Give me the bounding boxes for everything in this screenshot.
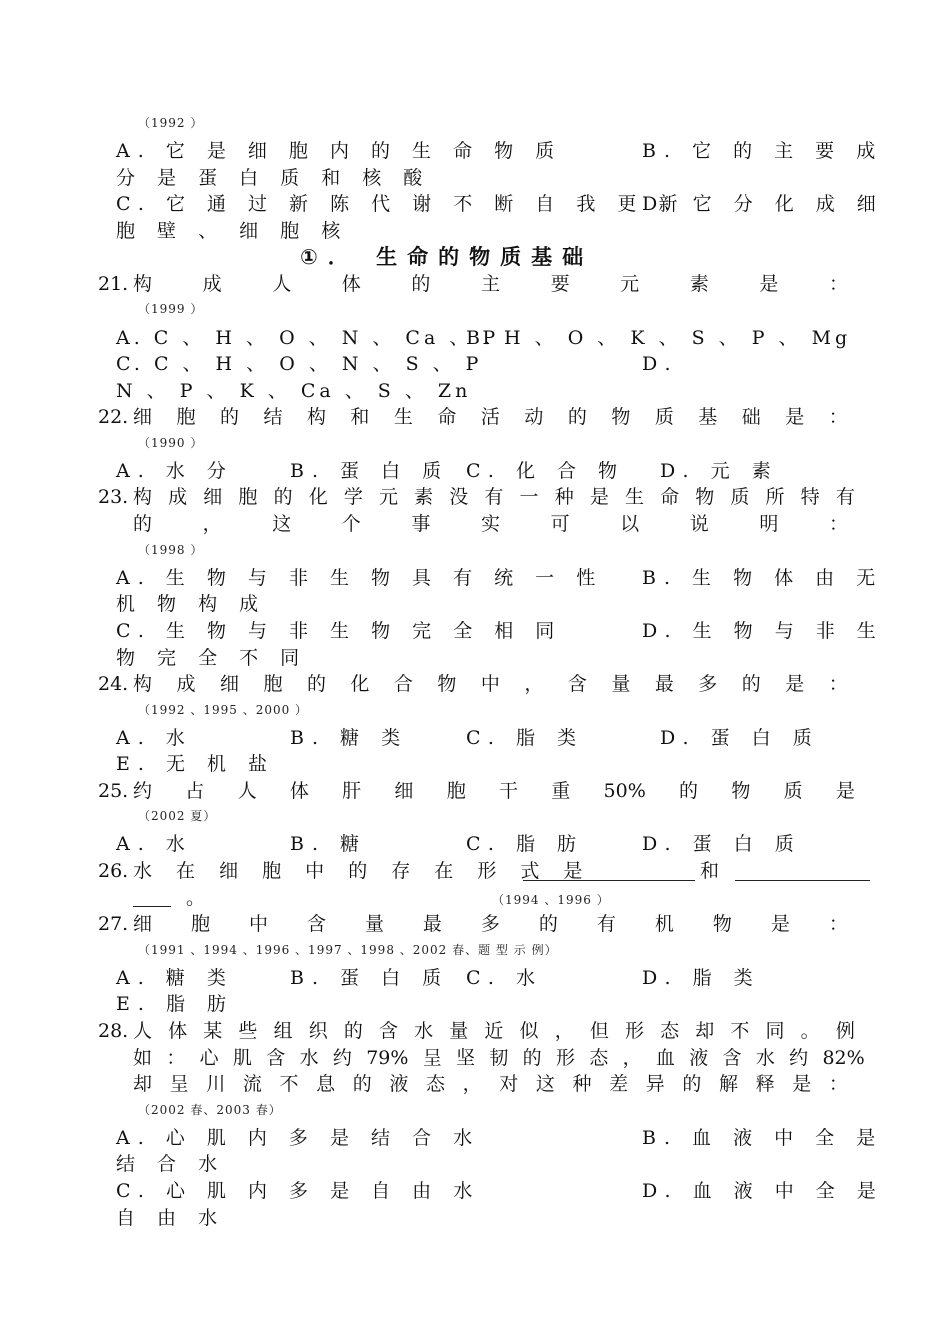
- stem-char: ，: [202, 513, 222, 535]
- stem-char: ：: [828, 513, 848, 535]
- stem-char: 成: [176, 673, 196, 695]
- stem-char: 胞: [446, 780, 466, 802]
- stem-char: 特: [800, 486, 820, 508]
- option-c: C. 化 合 物: [466, 460, 626, 482]
- stem-char: 要: [550, 273, 570, 295]
- stem-char: 却: [133, 1073, 153, 1095]
- question-and: 和: [700, 860, 720, 882]
- stem-char: ，: [462, 1073, 482, 1095]
- stem-char: 韧: [489, 1047, 509, 1069]
- option-b: B. 蛋 白 质: [290, 967, 450, 989]
- stem-char: 细: [394, 780, 414, 802]
- stem-char: 最: [654, 673, 674, 695]
- stem-char: 命: [660, 486, 680, 508]
- option-a: A. 水: [116, 727, 193, 749]
- answer-blank[interactable]: [735, 864, 870, 881]
- option-a: A. 水 分: [116, 460, 234, 482]
- stem-char: 形: [555, 1047, 575, 1069]
- stem-char: 细: [219, 673, 239, 695]
- stem-char: 量: [611, 673, 631, 695]
- stem-char: 的: [219, 406, 239, 428]
- stem-char: 态: [426, 1073, 446, 1095]
- stem-char: 以: [620, 513, 640, 535]
- stem-char: 物: [437, 673, 457, 695]
- stem-char: 的: [352, 1073, 372, 1095]
- stem-char: 含: [306, 913, 326, 935]
- stem-char: 干: [498, 780, 518, 802]
- stem-char: 可: [550, 513, 570, 535]
- stem-char: 含: [266, 1047, 286, 1069]
- option-a: A. 它 是 细 胞 内 的 生 命 物 质: [116, 140, 563, 162]
- stem-char: 是: [770, 913, 790, 935]
- year-note: （1992 、1995 、2000 ）: [138, 703, 309, 717]
- stem-char: 最: [422, 913, 442, 935]
- stem-char: 含: [722, 1047, 742, 1069]
- answer-blank-cont[interactable]: [133, 890, 171, 907]
- stem-char: ：: [828, 1073, 848, 1095]
- stem-char: 有: [835, 486, 855, 508]
- question-number: 22.: [98, 406, 129, 428]
- option-e: E. 脂 肪: [116, 993, 234, 1015]
- stem-char: 某: [203, 1020, 223, 1042]
- option-c: C. 脂 肪: [466, 833, 584, 855]
- stem-char: 体: [168, 1020, 188, 1042]
- answer-blank[interactable]: [523, 864, 695, 881]
- stem-char: 元: [378, 486, 398, 508]
- stem-char: 量: [364, 913, 384, 935]
- year-note: （1990 ）: [138, 436, 204, 450]
- question-stem: 水 在 细 胞 中 的 存 在 形 式 是: [133, 860, 592, 882]
- question-stem: [133, 779, 855, 803]
- stem-char: 些: [238, 1020, 258, 1042]
- stem-char: 质: [783, 780, 803, 802]
- stem-char: 量: [449, 1020, 469, 1042]
- stem-char: 没: [449, 486, 469, 508]
- stem-char: 体: [341, 273, 361, 295]
- stem-char: ：: [166, 1047, 186, 1069]
- stem-char: 结: [263, 406, 283, 428]
- option-d: D.: [642, 353, 679, 375]
- option-b: B. 蛋 白 质: [290, 460, 450, 482]
- stem-char: 。: [800, 1020, 820, 1042]
- option-a: A. 糖 类: [116, 967, 234, 989]
- stem-char: 的: [682, 1073, 702, 1095]
- option-c: C. 心 肌 内 多 是 自 由 水: [116, 1180, 481, 1202]
- stem-char: 例: [835, 1020, 855, 1042]
- stem-char: 重: [551, 780, 571, 802]
- stem-char: 胞: [238, 486, 258, 508]
- stem-char: 活: [480, 406, 500, 428]
- stem-char: 胞: [176, 406, 196, 428]
- stem-char: 质: [654, 406, 674, 428]
- stem-char: 水: [414, 1020, 434, 1042]
- stem-char: 多: [698, 673, 718, 695]
- stem-char: ，: [554, 1020, 574, 1042]
- year-note: （1994 、1996 ）: [492, 893, 610, 907]
- option-b-cont: 结 合 水: [116, 1153, 226, 1175]
- stem-char: 素: [689, 273, 709, 295]
- question-stem: [133, 912, 848, 936]
- stem-char: 占: [185, 780, 205, 802]
- stem-char: 同: [765, 1020, 785, 1042]
- question-number: 21.: [98, 273, 129, 295]
- option-d-cont: N 、 P 、 K 、 Ca 、 S 、 Zn: [116, 380, 472, 402]
- stem-char: 但: [589, 1020, 609, 1042]
- stem-char: 说: [689, 513, 709, 535]
- stem-char: 坚: [456, 1047, 476, 1069]
- stem-char: 主: [480, 273, 500, 295]
- stem-char: 学: [343, 486, 363, 508]
- stem-char: 明: [759, 513, 779, 535]
- year-note: （1991 、1994 、1996 、1997 、1998 、2002 春、题 型 示 例）: [138, 943, 558, 957]
- stem-char: 机: [654, 913, 674, 935]
- stem-char: 约: [789, 1047, 809, 1069]
- section-title: ①． 生命的物质基础: [300, 245, 594, 269]
- year-note: （1998 ）: [138, 543, 204, 557]
- stem-char: 不: [279, 1073, 299, 1095]
- stem-char: 有: [596, 913, 616, 935]
- stem-char: 50%: [603, 780, 646, 802]
- option-a: A. 心 肌 内 多 是 结 合 水: [116, 1127, 481, 1149]
- stem-char: 物: [611, 406, 631, 428]
- stem-char: 血: [655, 1047, 675, 1069]
- stem-char: 础: [741, 406, 761, 428]
- stem-char: 是: [589, 486, 609, 508]
- stem-char: 一: [519, 486, 539, 508]
- stem-char: 对: [499, 1073, 519, 1095]
- option-c: C. 水: [466, 967, 543, 989]
- stem-char: 化: [350, 673, 370, 695]
- option-e: E. 无 机 盐: [116, 753, 276, 775]
- stem-char: 似: [519, 1020, 539, 1042]
- stem-char: 呈: [422, 1047, 442, 1069]
- question-number: 25.: [98, 780, 129, 802]
- question-number: 28.: [98, 1020, 129, 1042]
- option-c: C. 脂 类: [466, 727, 584, 749]
- stem-char: 解: [719, 1073, 739, 1095]
- stem-char: 川: [206, 1073, 226, 1095]
- stem-char: 基: [698, 406, 718, 428]
- stem-char: 命: [437, 406, 457, 428]
- stem-char: 水: [755, 1047, 775, 1069]
- stem-char: 是: [785, 673, 805, 695]
- stem-char: 质: [730, 486, 750, 508]
- stem-char: 个: [341, 513, 361, 535]
- stem-char: 心: [199, 1047, 219, 1069]
- stem-char: 的: [133, 513, 153, 535]
- option-d: D. 生 物 与 非 生: [642, 620, 884, 642]
- question-number: 27.: [98, 913, 129, 935]
- question-stem: [133, 272, 848, 296]
- option-d: D. 蛋 白 质: [660, 727, 820, 749]
- stem-char: 这: [272, 513, 292, 535]
- question-stem-cont: [133, 512, 848, 536]
- stem-char: 所: [765, 486, 785, 508]
- option-a: A. C 、 H 、 O 、 N 、 Ca 、 P: [116, 327, 500, 349]
- stem-char: 生: [624, 486, 644, 508]
- option-b: B. 糖 类: [290, 727, 409, 749]
- stem-char: 肝: [342, 780, 362, 802]
- stem-char: 液: [689, 1047, 709, 1069]
- stem-char: 异: [645, 1073, 665, 1095]
- stem-char: ，: [622, 1047, 642, 1069]
- stem-char: 这: [535, 1073, 555, 1095]
- stem-char: 合: [393, 673, 413, 695]
- stem-char: 的: [273, 486, 293, 508]
- option-b: B. 它 的 主 要 成: [642, 140, 884, 162]
- stem-char: 素: [414, 486, 434, 508]
- stem-char: 约: [133, 780, 153, 802]
- stem-char: 的: [741, 673, 761, 695]
- stem-char: 和: [350, 406, 370, 428]
- stem-char: 物: [712, 913, 732, 935]
- stem-char: 实: [480, 513, 500, 535]
- stem-char: 细: [133, 406, 153, 428]
- stem-char: 释: [755, 1073, 775, 1095]
- stem-char: 构: [133, 273, 153, 295]
- stem-char: 组: [273, 1020, 293, 1042]
- stem-char: 生: [393, 406, 413, 428]
- stem-char: 构: [133, 673, 153, 695]
- option-b: B. 糖: [290, 833, 368, 855]
- stem-char: 水: [299, 1047, 319, 1069]
- stem-char: ，: [524, 673, 544, 695]
- stem-char: 肌: [232, 1047, 252, 1069]
- stem-char: 不: [730, 1020, 750, 1042]
- stem-char: 人: [237, 780, 257, 802]
- option-a: A. 水: [116, 833, 193, 855]
- option-c: C. C 、 H 、 O 、 N 、 S 、 P: [116, 353, 483, 375]
- stem-char: 含: [378, 1020, 398, 1042]
- year-note: （2002 夏）: [138, 809, 217, 823]
- option-d-cont: 自 由 水: [116, 1207, 226, 1229]
- stem-char: 胞: [190, 913, 210, 935]
- stem-char: 的: [411, 273, 431, 295]
- stem-char: 近: [484, 1020, 504, 1042]
- stem-char: 的: [538, 913, 558, 935]
- stem-char: 是: [785, 406, 805, 428]
- option-d-cont: 物 完 全 不 同: [116, 647, 308, 669]
- stem-char: 液: [389, 1073, 409, 1095]
- stem-char: 态: [660, 1020, 680, 1042]
- stem-char: 息: [316, 1073, 336, 1095]
- stem-char: 事: [411, 513, 431, 535]
- stem-char: 含: [567, 673, 587, 695]
- stem-char: 多: [480, 913, 500, 935]
- stem-char: 态: [589, 1047, 609, 1069]
- stem-char: 流: [242, 1073, 262, 1095]
- stem-char: 种: [572, 1073, 592, 1095]
- option-b: B. 血 液 中 全 是: [642, 1127, 884, 1149]
- stem-char: 是: [759, 273, 779, 295]
- stem-char: 成: [202, 273, 222, 295]
- stem-char: 是: [792, 1073, 812, 1095]
- question-stem: [133, 405, 848, 429]
- option-d: D. 蛋 白 质: [642, 833, 802, 855]
- year-note: （2002 春、2003 春）: [138, 1103, 282, 1117]
- stem-char: 体: [289, 780, 309, 802]
- stem-char: ：: [828, 913, 848, 935]
- question-end: 。: [186, 887, 206, 909]
- year-note: （1999 ）: [138, 302, 204, 316]
- stem-char: 种: [554, 486, 574, 508]
- stem-char: 的: [343, 1020, 363, 1042]
- stem-char: 成: [168, 486, 188, 508]
- stem-char: 人: [272, 273, 292, 295]
- option-b-cont: 分 是 蛋 白 质 和 核 酸: [116, 167, 431, 189]
- stem-char: 构: [133, 486, 153, 508]
- option-d: D. 血 液 中 全 是: [642, 1180, 884, 1202]
- stem-char: 构: [306, 406, 326, 428]
- option-c: C. 它 通 过 新 陈 代 谢 不 断 自 我 更 新: [116, 193, 686, 215]
- question-stem: [133, 1019, 855, 1043]
- question-stem-cont: [133, 1072, 848, 1096]
- stem-char: 物: [695, 486, 715, 508]
- stem-char: ：: [828, 406, 848, 428]
- stem-char: 织: [308, 1020, 328, 1042]
- year-note: （1992 ）: [138, 116, 204, 130]
- option-b: B. 生 物 体 由 无: [642, 567, 884, 589]
- question-stem: [133, 485, 855, 509]
- question-number: 24.: [98, 673, 129, 695]
- stem-char: 细: [133, 913, 153, 935]
- stem-char: 的: [522, 1047, 542, 1069]
- stem-char: 化: [308, 486, 328, 508]
- question-number: 26.: [98, 860, 129, 882]
- question-number: 23.: [98, 486, 129, 508]
- option-d: D. 脂 类: [642, 967, 761, 989]
- stem-char: 约: [332, 1047, 352, 1069]
- stem-char: 细: [203, 486, 223, 508]
- stem-char: 的: [306, 673, 326, 695]
- stem-char: 动: [524, 406, 544, 428]
- stem-char: 的: [679, 780, 699, 802]
- stem-char: ：: [828, 273, 848, 295]
- stem-char: 形: [624, 1020, 644, 1042]
- stem-char: 中: [248, 913, 268, 935]
- stem-char: 呈: [169, 1073, 189, 1095]
- stem-char: 是: [835, 780, 855, 802]
- stem-char: 79%: [366, 1047, 409, 1069]
- stem-char: 胞: [263, 673, 283, 695]
- option-d: D. 元 素: [660, 460, 779, 482]
- option-b-cont: 机 物 构 成: [116, 593, 267, 615]
- stem-char: 差: [609, 1073, 629, 1095]
- option-b: B. H 、 O 、 K 、 S 、 P 、 Mg: [466, 327, 852, 349]
- option-a: A. 生 物 与 非 生 物 具 有 统 一 性: [116, 567, 604, 589]
- stem-char: 有: [484, 486, 504, 508]
- question-stem-cont: [133, 1046, 865, 1070]
- option-c: C. 生 物 与 非 生 物 完 全 相 同: [116, 620, 563, 642]
- stem-char: ：: [828, 673, 848, 695]
- stem-char: 如: [133, 1047, 153, 1069]
- stem-char: 物: [731, 780, 751, 802]
- stem-char: 中: [480, 673, 500, 695]
- option-d-cont: 胞 壁 、 细 胞 核: [116, 220, 349, 242]
- stem-char: 82%: [822, 1047, 865, 1069]
- stem-char: 人: [133, 1020, 153, 1042]
- stem-char: 元: [620, 273, 640, 295]
- question-stem: [133, 672, 848, 696]
- stem-char: 的: [567, 406, 587, 428]
- stem-char: 却: [695, 1020, 715, 1042]
- option-d: D. 它 分 化 成 细: [642, 193, 884, 215]
